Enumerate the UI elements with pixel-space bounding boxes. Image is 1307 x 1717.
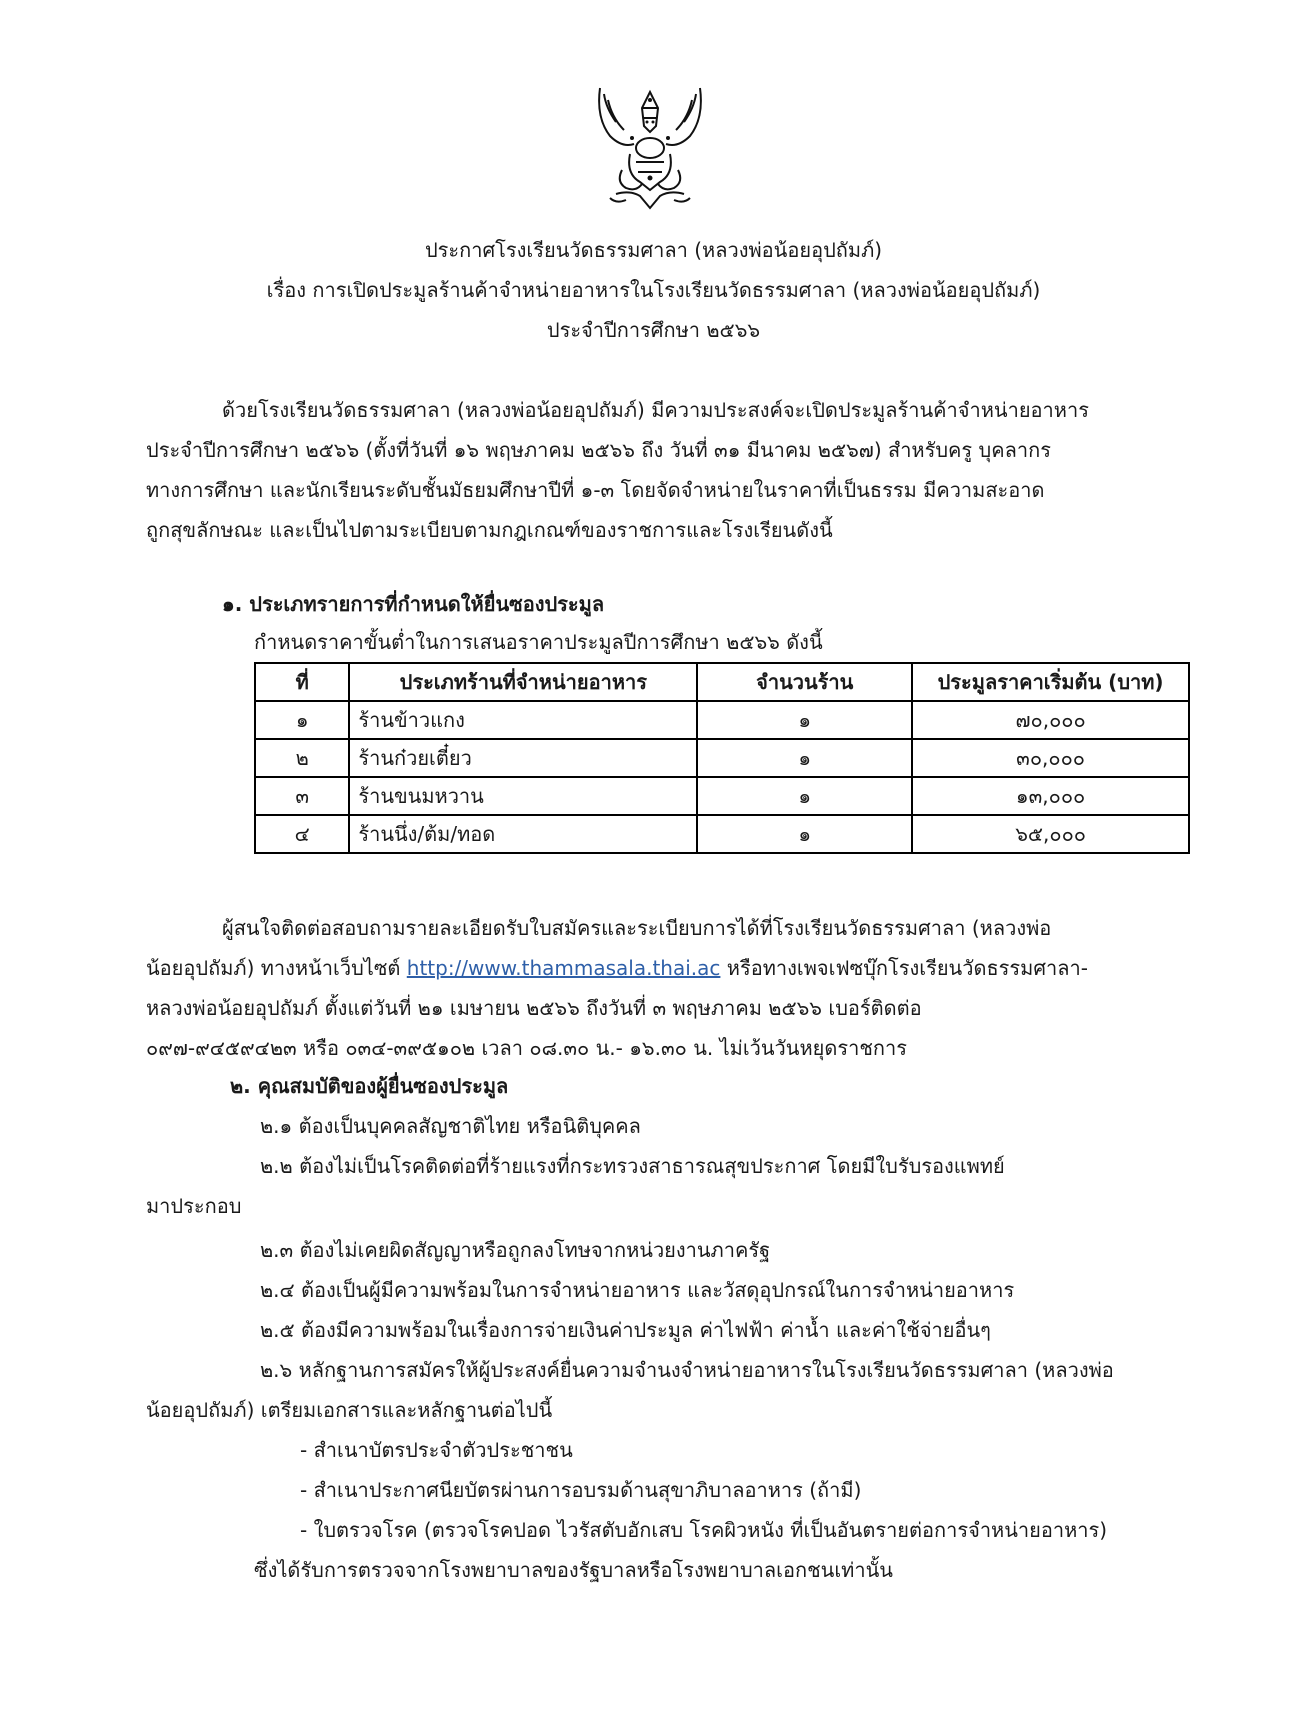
- row-number: ๔: [255, 815, 349, 853]
- column-header: ประเภทร้านที่จำหน่ายอาหาร: [349, 663, 697, 701]
- closing-note: ซึ่งได้รับการตรวจจากโรงพยาบาลของรัฐบาลหรือโรงพยาบาลเอกชนเท่านั้น: [254, 1558, 893, 1582]
- academic-year: ประจำปีการศึกษา ๒๕๖๖: [546, 318, 761, 342]
- shop-type: ร้านก๋วยเตี๋ยว: [349, 739, 697, 777]
- column-header: ประมูลราคาเริ่มต้น (บาท): [912, 663, 1189, 701]
- shop-type: ร้านนึ่ง/ต้ม/ทอด: [349, 815, 697, 853]
- shop-count: ๑: [697, 739, 912, 777]
- announcement-title: ประกาศโรงเรียนวัดธรรมศาลา (หลวงพ่อน้อยอุปถัมภ์): [424, 238, 883, 262]
- contact-line: หลวงพ่อน้อยอุปถัมภ์ ตั้งแต่วันที่ ๒๑ เมษายน ๒๕๖๖ ถึงวันที่ ๓ พฤษภาคม ๒๕๖๖ เบอร์ติดต่อ: [146, 996, 922, 1020]
- document-item: - ใบตรวจโรค (ตรวจโรคปอด ไวรัสตับอักเสบ โรคผิวหนัง ที่เป็นอันตรายต่อการจำหน่ายอาหาร): [300, 1518, 1108, 1542]
- website-link[interactable]: http://www.thammasala.thai.ac: [406, 956, 721, 980]
- document-item: - สำเนาบัตรประจำตัวประชาชน: [300, 1438, 573, 1462]
- starting-price: ๑๓,๐๐๐: [912, 777, 1189, 815]
- intro-line: ทางการศึกษา และนักเรียนระดับชั้นมัธยมศึกษาปีที่ ๑-๓ โดยจัดจำหน่ายในราคาที่เป็นธรรม มีความสะอาด: [146, 478, 1045, 502]
- qualification-item: น้อยอุปถัมภ์) เตรียมเอกสารและหลักฐานต่อไปนี้: [146, 1398, 553, 1422]
- announcement-subject: เรื่อง การเปิดประมูลร้านค้าจำหน่ายอาหารในโรงเรียนวัดธรรมศาลา (หลวงพ่อน้อยอุปถัมภ์): [266, 278, 1041, 302]
- table-header-row: [255, 663, 1189, 701]
- qualification-item: ๒.๕ ต้องมีความพร้อมในเรื่องการจ่ายเงินค่าประมูล ค่าไฟฟ้า ค่าน้ำ และค่าใช้จ่ายอื่นๆ: [260, 1318, 991, 1342]
- starting-price: ๖๕,๐๐๐: [912, 815, 1189, 853]
- qualification-item: ๒.๒ ต้องไม่เป็นโรคติดต่อที่ร้ายแรงที่กระทรวงสาธารณสุขประกาศ โดยมีใบรับรองแพทย์: [260, 1154, 1005, 1178]
- contact-line: ๐๙๗-๙๔๕๙๔๒๓ หรือ ๐๓๔-๓๙๕๑๐๒ เวลา ๐๘.๓๐ น.- ๑๖.๓๐ น. ไม่เว้นวันหยุดราชการ: [146, 1036, 907, 1060]
- intro-line: ด้วยโรงเรียนวัดธรรมศาลา (หลวงพ่อน้อยอุปถัมภ์) มีความประสงค์จะเปิดประมูลร้านค้าจำหน่ายอาหาร: [222, 398, 1089, 422]
- contact-line: ผู้สนใจติดต่อสอบถามรายละเอียดรับใบสมัครและระเบียบการได้ที่โรงเรียนวัดธรรมศาลา (หลวงพ่อ: [222, 916, 1052, 940]
- qualification-item: ๒.๔ ต้องเป็นผู้มีความพร้อมในการจำหน่ายอาหาร และวัสดุอุปกรณ์ในการจำหน่ายอาหาร: [260, 1278, 1015, 1302]
- column-header: ที่: [255, 663, 349, 701]
- table-row: [255, 777, 1189, 815]
- qualification-item: ๒.๓ ต้องไม่เคยผิดสัญญาหรือถูกลงโทษจากหน่วยงานภาครัฐ: [260, 1238, 771, 1262]
- contact-text: น้อยอุปถัมภ์) ทางหน้าเว็บไซต์: [146, 956, 407, 980]
- section2-heading: ๒. คุณสมบัติของผู้ยื่นซองประมูล: [230, 1074, 509, 1098]
- intro-line: ถูกสุขลักษณะ และเป็นไปตามระเบียบตามกฎเกณฑ์ของราชการและโรงเรียนดังนี้: [146, 518, 833, 542]
- qualification-item: ๒.๖ หลักฐานการสมัครให้ผู้ประสงค์ยื่นความจำนงจำหน่ายอาหารในโรงเรียนวัดธรรมศาลา (หลวงพ่อ: [260, 1358, 1114, 1382]
- column-header: จำนวนร้าน: [697, 663, 912, 701]
- shop-count: ๑: [697, 701, 912, 739]
- contact-line: [146, 954, 1088, 982]
- qualification-item: มาประกอบ: [146, 1194, 242, 1218]
- row-number: ๒: [255, 739, 349, 777]
- document-item: - สำเนาประกาศนียบัตรผ่านการอบรมด้านสุขาภิบาลอาหาร (ถ้ามี): [300, 1478, 862, 1502]
- shop-type: ร้านขนมหวาน: [349, 777, 697, 815]
- section1-heading: ๑. ประเภทรายการที่กำหนดให้ยื่นซองประมูล: [222, 592, 605, 616]
- table-row: [255, 739, 1189, 777]
- price-table: [254, 662, 1190, 854]
- table-row: [255, 701, 1189, 739]
- contact-text: หรือทางเพจเฟซบุ๊กโรงเรียนวัดธรรมศาลา-: [720, 956, 1088, 980]
- shop-count: ๑: [697, 777, 912, 815]
- row-number: ๑: [255, 701, 349, 739]
- table-row: [255, 815, 1189, 853]
- row-number: ๓: [255, 777, 349, 815]
- section1-subtext: กำหนดราคาขั้นต่ำในการเสนอราคาประมูลปีการศึกษา ๒๕๖๖ ดังนี้: [254, 630, 823, 654]
- starting-price: ๓๐,๐๐๐: [912, 739, 1189, 777]
- qualification-item: ๒.๑ ต้องเป็นบุคคลสัญชาติไทย หรือนิติบุคคล: [260, 1114, 641, 1138]
- shop-count: ๑: [697, 815, 912, 853]
- intro-line: ประจำปีการศึกษา ๒๕๖๖ (ตั้งที่วันที่ ๑๖ พฤษภาคม ๒๕๖๖ ถึง วันที่ ๓๑ มีนาคม ๒๕๖๗) สำหรับครู บุคลากร: [146, 438, 1051, 462]
- shop-type: ร้านข้าวแกง: [349, 701, 697, 739]
- garuda-emblem-icon: [586, 78, 714, 214]
- starting-price: ๗๐,๐๐๐: [912, 701, 1189, 739]
